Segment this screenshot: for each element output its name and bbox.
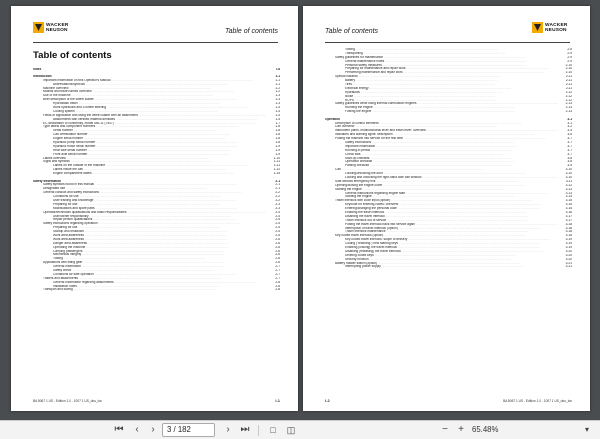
toolbar-divider	[258, 425, 259, 436]
first-page-icon[interactable]: ⏮	[114, 424, 124, 435]
toc-entry-title: Signs and symbols .....	[43, 160, 266, 164]
toc-entry-title: Labels inside the cab .....	[53, 168, 266, 172]
logo-mark-icon	[33, 22, 44, 33]
toc-entry-title: Battery .....	[345, 79, 558, 83]
next-page-icon[interactable]: ›	[226, 424, 230, 435]
viewer-toolbar	[0, 420, 600, 439]
toc-entry-page: 2-4	[275, 210, 280, 214]
toc-entry-title: Operation	[325, 117, 341, 121]
toc-entry-page: 3-7	[567, 148, 572, 152]
toc-entry-page: 3-21	[565, 261, 572, 265]
toc-entry-title: Cab .....	[335, 168, 558, 172]
toc-entry-title: Interruption of travel interlock (option) .....	[345, 227, 558, 231]
toc-entry-title: Preparing for use .....	[53, 226, 266, 230]
toc-entry-page: 1-4	[275, 113, 280, 117]
toc-entry-title: Modifications and spare parts .....	[53, 207, 266, 211]
toc-list	[33, 64, 280, 292]
toc-entry-page: 1-5	[275, 117, 280, 121]
toc-entry-title: Engine serial number .....	[53, 137, 266, 141]
toc-entry-title: Performing maintenance and repair work .....	[345, 71, 558, 75]
toc-entry-title: Safety guidelines while using internal combustion engines .....	[335, 102, 558, 106]
toc-entry-page: 2-8	[275, 280, 280, 284]
toc-entry-page: 2-6	[275, 237, 280, 241]
toc-entry-page: 3-16	[565, 211, 572, 215]
toc-entry-page: 2-12	[565, 90, 572, 94]
toc-entry-page: 2-12	[565, 94, 572, 98]
toc-entry-page: 2-5	[275, 226, 280, 230]
toc-entry-title: Abbreviations/symbols .....	[53, 83, 266, 87]
toc-entry-title: General information regarding attachments .....	[53, 281, 266, 285]
toc-entry-page: 3-7	[567, 144, 572, 148]
toc-entry-title: Fields of application and using the wheel loader with an attachment .....	[43, 114, 266, 118]
toc-entry[interactable]	[33, 172, 280, 176]
toc-entry-page: 3-14	[565, 195, 572, 199]
toc-entry-title: Preparing for maintenance and repair work .....	[345, 67, 558, 71]
toc-entry-page: 1-10	[273, 156, 280, 160]
toc-entry-title: Locking and unlocking the right-hand side cab window .....	[345, 176, 558, 180]
toc-entry-page: 2-7	[275, 272, 280, 276]
toc-entry-page: 1-8	[275, 133, 280, 137]
toc-entry-title: Tires .....	[345, 83, 558, 87]
toc-entry-page: 1-15	[273, 172, 280, 176]
toc-entry-title: Travel interlock out of service .....	[345, 219, 558, 223]
toc-entry-page: 1-4	[275, 109, 280, 113]
toc-entry-title: General maintenance notes .....	[345, 60, 558, 64]
toc-entry-page: 3-17	[565, 214, 572, 218]
toc-entry-title: General instructions regarding engine start .....	[345, 192, 558, 196]
toc-entry-page: 3-20	[565, 253, 572, 257]
toc-entry-title: Safety check .....	[53, 269, 266, 273]
toc-entry-page: 2-13	[565, 102, 572, 106]
toc-entry-page: 2-6	[275, 257, 280, 261]
toc-entry-title: User training and knowledge .....	[53, 199, 266, 203]
toc-entry-page: 2-9	[567, 55, 572, 59]
zoom-level[interactable]: 65.48%	[472, 425, 499, 434]
toc-entry-page: 3-4	[567, 129, 572, 133]
toc-entry-title: Description of control elements .....	[335, 122, 558, 126]
toc-entry-title: Operation checklist .....	[345, 160, 558, 164]
toc-entry-title: Trailers and attachments .....	[43, 277, 266, 281]
toc-entry-page: 3-19	[565, 246, 572, 250]
footer-doc-id: BA 8067 1 US - Edition 1.0 - 1007 1 US_ubu_toc	[33, 399, 102, 403]
toc-entry-page: 3-10	[565, 172, 572, 176]
toc-entry-page: 2-13	[565, 110, 572, 114]
page-footer	[33, 395, 280, 403]
header-title: Table of contents	[224, 28, 278, 35]
toc-entry-title: Serial number .....	[53, 129, 266, 133]
toc-entry-page: 2-10	[565, 63, 572, 67]
toc-entry-title: ROPS .....	[345, 99, 558, 103]
last-page-icon[interactable]: ⏭	[240, 424, 250, 435]
toc-entry-title: Machine overview .....	[43, 87, 266, 91]
toc-entry-page: 2-8	[275, 284, 280, 288]
toc-entry-page: 1-12	[273, 168, 280, 172]
toc-entry-title: Indicators and warning lights: description .....	[335, 133, 558, 137]
toc-entry-title: Safety guidelines for maintenance .....	[335, 56, 558, 60]
toc-entry-title: Preparing for use .....	[53, 203, 266, 207]
toc-entry-page: 3-17	[565, 218, 572, 222]
toc-entry-title: Electrical energy .....	[345, 87, 558, 91]
toc-entry-page: 3-7	[567, 137, 572, 141]
page-header	[325, 21, 570, 43]
footer-doc-id: BA 8067 1 US - Edition 1.0 - 1007 1 US_ubu_toc	[503, 399, 572, 403]
toc-entry-title: Start-up checklist .....	[345, 157, 558, 161]
toc-entry-page: 2-9	[567, 59, 572, 63]
toc-entry-page: I-8	[276, 67, 280, 71]
toc-entry-title: Transporting .....	[345, 52, 558, 56]
toc-entry-title: General conduct and safety instructions .....	[43, 191, 266, 195]
toc-entry-title: Travel interlock with code input (option) .....	[335, 199, 558, 203]
toc-entry-title: Battery master switch (option) .....	[335, 262, 558, 266]
toc-entry-title: Starting the engine .....	[345, 195, 558, 199]
toc-entry-title: Hydraulics .....	[345, 91, 558, 95]
toc-entry-title: Work area awareness .....	[53, 238, 266, 242]
toc-entry-page: 1-8	[275, 125, 280, 129]
toc-entry-page: 1-1	[275, 78, 280, 82]
toc-entry-page: 2-5	[275, 230, 280, 234]
toc-entry-page: 2-5	[275, 222, 280, 226]
zoom-in-icon[interactable]: +	[458, 424, 464, 435]
toc-entry-page: 2-1	[275, 183, 280, 187]
page-footer	[325, 395, 572, 403]
toc-entry-page: 1-3	[275, 102, 280, 106]
toc-entry-page: 2-3	[275, 206, 280, 210]
toc-entry-title: Hydrostatic travel .....	[53, 102, 266, 106]
toc-entry-page: 2-7	[275, 265, 280, 269]
toc-entry-title: Safety instructions .....	[345, 141, 558, 145]
toc-entry-title: General information .....	[53, 265, 266, 269]
toc-entry-title: Conditions for use .....	[53, 195, 266, 199]
toc-entry-page: 3-7	[567, 140, 572, 144]
toc-entry-page: 2-2	[275, 191, 280, 195]
toc-entry-page: 2-5	[275, 234, 280, 238]
toc-entry-page: 3-9	[567, 164, 572, 168]
toc-entry-title: Mechanical integrity .....	[53, 253, 266, 257]
fit-page-icon[interactable]: □	[270, 425, 276, 435]
toc-entry-page: 1-1	[275, 82, 280, 86]
page-title: Table of contents	[33, 50, 112, 61]
toc-entry-title: Hydraulic pump serial number .....	[53, 141, 266, 145]
two-page-icon[interactable]: ◫	[286, 425, 296, 435]
toc-entry-title: Enabling (locking) the travel interlock .....	[345, 246, 558, 250]
toc-entry-title: Hydraulic motor serial number .....	[53, 145, 266, 149]
toc-entry-page: 2-13	[565, 106, 572, 110]
toc-entry-page: 2-11	[565, 79, 572, 83]
header-title: Table of contents	[325, 28, 379, 35]
toc-entry-title: EC declaration of conformity, model 5x6-11 (7507) .....	[43, 122, 266, 126]
toc-entry-title: Brief description of the wheel loader .....	[43, 98, 266, 102]
toc-entry-page: 1-8	[275, 129, 280, 133]
toc-entry-page: 2-6	[275, 241, 280, 245]
toc-entry-title: Labels overview .....	[43, 157, 266, 161]
toc-entry-title: Cab certification number .....	[53, 133, 266, 137]
toc-entry-page: 3-8	[567, 156, 572, 160]
toc-entry-title: Security function .....	[345, 258, 558, 262]
toc-entry-title: Rear axle serial number .....	[53, 149, 266, 153]
toc-entry-page: 2-2	[275, 199, 280, 202]
toc-entry-page: 1-1	[275, 74, 280, 78]
footer-page-number: I-2	[325, 398, 330, 403]
toc-entry-title: Noise .....	[345, 95, 558, 99]
toc-entry-page: 1-9	[275, 148, 280, 152]
toc-entry[interactable]	[325, 110, 572, 114]
toc-entry-title: Front axle serial number .....	[53, 153, 266, 157]
toc-entry-page: 1-9	[275, 152, 280, 156]
toc-entry-page: 2-10	[565, 67, 572, 71]
toc-entry-page: 3-11	[565, 179, 572, 183]
toc-entry-page: 2-1	[275, 179, 280, 183]
toc-entry-page: 2-11	[565, 86, 572, 90]
toc-entry-title: Opening/closing the engine cover .....	[335, 184, 558, 188]
toc-entry-page: 3-10	[565, 176, 572, 179]
toc-entry-title: Work hydraulics and 4-wheel steering .....	[53, 106, 266, 110]
toc-entry-page: 3-19	[565, 238, 572, 242]
toc-entry-page: 3-1	[567, 121, 572, 125]
toc-entry-page: 2-2	[275, 195, 280, 199]
toc-entry-title: Travel interlock maintenance .....	[345, 230, 558, 234]
toc-entry-page: 3-8	[567, 160, 572, 164]
toc-entry-title: Parking checklist .....	[345, 164, 558, 168]
toc-entry-page: 2-6	[275, 253, 280, 257]
toc-entry-page: 1-2	[275, 90, 280, 94]
toc-entry-title: Engine compartment labels .....	[53, 172, 266, 176]
toc-entry-title: Repair person qualifications .....	[53, 218, 266, 222]
toc-entry-page: 1-3	[275, 94, 280, 98]
toc-entry-title: Side window emergency exit .....	[335, 180, 558, 184]
toc-entry-title: Operating the machine .....	[53, 246, 266, 250]
toc-entry-title: Safety instructions regarding operation .....	[43, 222, 266, 226]
toc-entry-page: 2-6	[275, 245, 280, 249]
toc-entry-page: 2-12	[565, 98, 572, 102]
toc-entry-title: Entering/changing the personal code .....	[345, 207, 558, 211]
toc-entry-page: 2-6	[275, 261, 280, 265]
toc-entry[interactable]	[33, 68, 280, 72]
toc-entry-page: 2-11	[565, 83, 572, 87]
toc-entry-title: Safety information	[33, 179, 61, 183]
toc-entry-title: Instrument panel, multifunctional lever and travel lever: overview .....	[335, 129, 558, 133]
toc-entry-page: 2-4	[275, 214, 280, 218]
pdf-page-left	[11, 6, 298, 411]
toc-entry-title: Applications with lifting gear .....	[43, 261, 266, 265]
toc-entry-title: Index	[33, 67, 42, 71]
toc-entry-page: 2-1	[275, 187, 280, 191]
logo-mark-icon	[532, 22, 543, 33]
toc-entry-page: 2-8	[567, 48, 572, 51]
toc-entry-page: 3-20	[565, 249, 572, 253]
toc-entry-title: Towing .....	[345, 48, 558, 52]
toc-entry-title: Putting the travel interlock back into service again .....	[345, 223, 558, 227]
toc-entry-title: Startup and shutdown .....	[53, 230, 266, 234]
toc-entry-title: Important information on this Operator's Manual .....	[43, 79, 266, 83]
toc-entry-page: 1-9	[275, 144, 280, 148]
toc-entry-title: Running-in period .....	[345, 149, 558, 153]
footer-page-number: I-1	[275, 398, 280, 403]
toc-entry-page: 3-18	[565, 234, 572, 238]
zoom-dropdown-icon[interactable]: ▾	[584, 425, 589, 434]
toc-entry-title: Personal safety measures .....	[345, 64, 558, 68]
toc-entry-page: 1-11	[273, 164, 280, 168]
toc-entry-page: 2-9	[567, 51, 572, 55]
toc-entry-page: 3-12	[565, 183, 572, 187]
toc-entry-page: 1-8	[275, 137, 280, 141]
toc-entry-title: Running the engine .....	[345, 106, 558, 110]
toc-entry-title: Conditions for safe operation .....	[53, 273, 266, 277]
toc-entry-page: 1-4	[275, 106, 280, 110]
toc-entry[interactable]	[33, 288, 280, 292]
zoom-out-icon[interactable]: −	[442, 424, 448, 435]
toc-entry-title: Disabling (releasing) the travel interlock .....	[345, 250, 558, 254]
toc-entry-title: Putting the machine into service for the first time .....	[335, 137, 558, 141]
toc-entry-page: 1-7	[275, 121, 280, 125]
toc-entry-title: Deleting coded keys .....	[345, 254, 558, 258]
toc-entry-title: Labels on the outside of the machine .....	[53, 164, 266, 168]
toc-entry-title: Cooling system .....	[53, 110, 266, 114]
toc-entry-title: Introduction	[33, 74, 52, 78]
toc-entry-page: 3-15	[565, 203, 572, 207]
toc-entry-page: 3-15	[565, 199, 572, 203]
toc-entry-title: Fueling the engine .....	[345, 110, 558, 114]
toc-entry-page: 1-2	[275, 86, 280, 90]
toc-entry-title: Safety symbols found in this manual .....	[43, 183, 266, 187]
toc-entry-title: Coding ("teaching") new starting keys .....	[345, 242, 558, 246]
toc-entry-page: 3-20	[565, 257, 572, 261]
toc-entry-title: Interrupting power supply .....	[345, 265, 558, 269]
toc-entry-page: 3-13	[565, 187, 572, 191]
toc-entry-title: Key-coded travel interlock: scope of delivery .....	[345, 238, 558, 242]
toc-entry-page: 3-18	[565, 226, 572, 230]
toc-entry-title: Use of the machine .....	[43, 94, 266, 98]
toc-entry[interactable]	[325, 265, 572, 269]
toc-entry-title: Cab overview .....	[335, 125, 558, 129]
toc-entry-title: Designated use .....	[43, 187, 266, 191]
toc-list	[325, 48, 572, 269]
toc-entry-title: Danger area awareness .....	[53, 242, 266, 246]
toc-entry-title: Operator/technician qualifications and basic responsibilities .....	[43, 211, 266, 215]
toc-entry-page: 3-18	[565, 230, 572, 234]
toc-entry-page: 3-7	[567, 152, 572, 156]
toc-entry-page: 1-3	[275, 98, 280, 102]
toc-entry-title: Important information .....	[345, 145, 558, 149]
toc-entry-page: 2-11	[565, 75, 572, 79]
toc-entry-page: 2-7	[275, 269, 280, 273]
toc-entry-title: Starting the engine .....	[335, 188, 558, 192]
toc-entry-title: Towing .....	[53, 257, 266, 261]
toc-entry-title: Carrying passengers .....	[53, 250, 266, 254]
toc-entry-title: Models and trade names overview .....	[43, 90, 266, 94]
toc-entry-page: 3-1	[567, 117, 572, 121]
toc-entry-title: Disabling the travel interlock .....	[345, 215, 558, 219]
next-page-icon[interactable]: ›	[151, 424, 155, 435]
wacker-neuson-logo: WACKER NEUSON	[532, 21, 570, 37]
toc-entry-page: 3-2	[567, 125, 572, 129]
toc-entry-page: 2-8	[275, 288, 280, 292]
toc-entry-page: 3-19	[565, 242, 572, 246]
page-total: / 182	[173, 425, 191, 434]
page-number-input[interactable]: 3 / 182	[162, 423, 215, 437]
toc-entry-title: Work area awareness .....	[53, 234, 266, 238]
toc-entry-title: Locking/unlocking the door .....	[345, 172, 558, 176]
toc-entry-title: Keycode for entering codes: overview .....	[345, 203, 558, 207]
toc-entry-page: 3-10	[565, 168, 572, 172]
toc-entry-page: 1-11	[273, 160, 280, 164]
toc-entry-page: 2-10	[565, 71, 572, 75]
toc-entry-title: User/owner responsibility .....	[53, 215, 266, 219]
page-header	[33, 21, 278, 43]
toc-entry-title: Check lists .....	[345, 153, 558, 157]
toc-entry-page: 1-8	[275, 141, 280, 145]
toc-entry-page: 3-6	[567, 133, 572, 137]
toc-entry-page: 2-7	[275, 276, 280, 280]
toc-entry-page: 3-18	[565, 222, 572, 226]
prev-page-icon[interactable]: ‹	[135, 424, 139, 435]
toc-entry-title: Attachments with certified material densities .....	[53, 118, 266, 122]
toc-entry-page: 2-5	[275, 218, 280, 222]
toc-entry-title: Type labels and component numbers .....	[43, 125, 266, 129]
pdf-page-right	[303, 6, 590, 411]
toc-entry-page: 2-6	[275, 249, 280, 253]
toc-entry-title: Special hazards .....	[335, 75, 558, 79]
toc-entry-title: Enabling the travel interlock .....	[345, 211, 558, 215]
toc-entry-title: Transport and towing .....	[43, 288, 266, 292]
toc-entry-page: 2-3	[275, 202, 280, 206]
toc-entry-page: 3-13	[565, 191, 572, 195]
toc-entry-page: 3-16	[565, 207, 572, 211]
toc-entry-title: Installation notes .....	[53, 285, 266, 289]
wacker-neuson-logo: WACKER NEUSON	[33, 21, 71, 37]
toc-entry-title: Key-coded travel interlock (option) .....	[335, 234, 558, 238]
toc-entry-page: 3-21	[565, 265, 572, 269]
